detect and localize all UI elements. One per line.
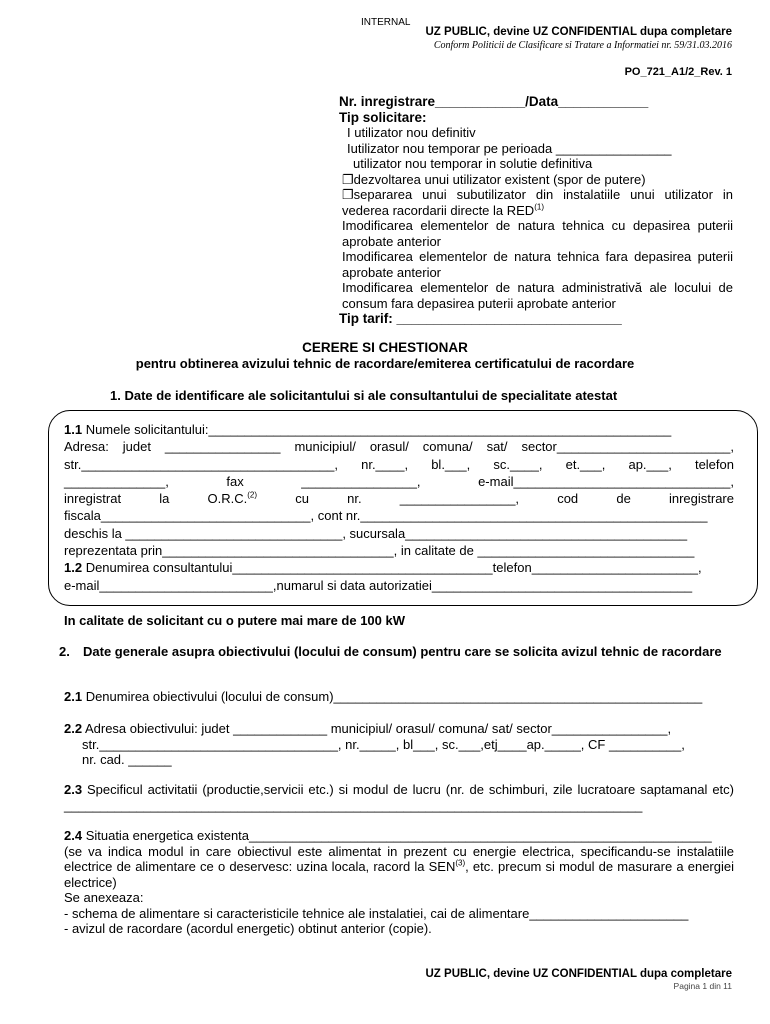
option-3[interactable]: utilizator nou temporar in solutie definitiva <box>353 156 593 171</box>
option-5[interactable]: ❐separarea unui subutilizator din instalatiile unui utilizator in vederea racordarii directe la RED$^{(1)}$ <box>342 187 733 218</box>
request-block <box>339 94 733 327</box>
consultant-field[interactable]: 1.2 Denumirea consultantului____________________________________telefon_______________________, <box>64 560 702 576</box>
option-mark[interactable]: ❐ <box>342 187 354 202</box>
document-code: PO_721_A1/2_Rev. 1 <box>624 66 732 78</box>
representative-field[interactable]: reprezentata prin________________________________, in calitate de ______________________________ <box>64 543 695 559</box>
option-mark[interactable]: ❐ <box>342 171 354 187</box>
option-2[interactable]: Iutilizator nou temporar pe perioada ________________ <box>347 140 672 156</box>
option-mark[interactable]: I <box>342 280 346 295</box>
option-mark[interactable]: I <box>347 125 351 140</box>
objective-address-field[interactable]: 2.2 Adresa obiectivului: judet _____________ municipiul/ orasul/ comuna/ sat/ sector________________, str._________________________________, nr._____, bl___, sc.___,etj____ap._____, CF __________, nr. cad. ______ <box>64 721 685 767</box>
option-mark[interactable]: I <box>342 218 346 233</box>
fax-email-field[interactable]: ______________, fax ________________, e-mail______________________________, <box>64 473 734 489</box>
registration-line[interactable]: Nr. inregistrare____________/Data____________ <box>339 94 649 109</box>
policy-reference: Conform Politicii de Clasificare si Tratare a Informatiei nr. 59/31.03.2016 <box>433 40 732 51</box>
energy-situation-field[interactable]: 2.4 Situatia energetica existenta________________________________________________________________ (se va indica modul in care obiectivul este alimentat in prezent cu energie electrica, specificandu-se instalatiile electrice de alimentare ce o deservesc: uzina locala, racord la SEN$^{(3)}$, etc. precum si modul de masurare a energiei electrice) Se anexeaza: - schema de alimentare si caracteristicile tehnice ale instalatiei, cai de alimentare______________________ - avizul de racordare (acordul energetic) obtinut anterior (copie). <box>64 828 734 936</box>
form-title: CERERE SI CHESTIONAR <box>302 340 468 355</box>
consultant-email-field[interactable]: e-mail________________________,numarul si data autorizatiei____________________________________ <box>64 577 693 593</box>
applicant-fields <box>64 421 734 594</box>
orc-field[interactable]: inregistrat la O.R.C.$^{(2)}$ cu nr. ________________, cod de inregistrare <box>64 490 734 507</box>
internal-label: INTERNAL <box>361 17 411 28</box>
page-number: Pagina 1 din 11 <box>673 981 732 991</box>
option-4[interactable]: ❐dezvoltarea unui utilizator existent (spor de putere) <box>342 171 646 187</box>
option-8[interactable]: Imodificarea elementelor de natura administrativă ale locului de consum fara depasirea puterii aprobate anterior <box>342 280 733 311</box>
fiscal-field[interactable]: fiscala_____________________________, cont nr.________________________________________________ <box>64 508 708 524</box>
address-field[interactable]: Adresa: judet ________________ municipiul/ orasul/ comuna/ sat/ sector________________________, <box>64 439 734 455</box>
applicant-capacity-note: In calitate de solicitant cu o putere mai mare de 100 kW <box>64 613 406 628</box>
request-type-label: Tip solicitare: <box>339 109 427 125</box>
option-mark[interactable]: I <box>347 140 351 156</box>
section-1-heading: 1. Date de identificare ale solicitantului si ale consultantului de specialitate atestat <box>110 388 618 403</box>
applicant-name-field[interactable]: 1.1 Numele solicitantului:________________________________________________________________ <box>64 422 672 437</box>
option-1[interactable]: I utilizator nou definitiv <box>347 125 476 140</box>
activity-field[interactable]: 2.3 Specificul activitatii (productie,servicii etc.) si modul de lucru (nr. de schimburi, zile lucratoare saptamanal etc) ________________________________________________________________________________ <box>64 782 734 813</box>
option-6[interactable]: Imodificarea elementelor de natura tehnica cu depasirea puterii aprobate anterior <box>342 218 733 249</box>
bank-field[interactable]: deschis la ______________________________, sucursala_______________________________________ <box>64 525 688 541</box>
classification-header: UZ PUBLIC, devine UZ CONFIDENTIAL dupa completare <box>425 26 732 38</box>
street-field[interactable]: str.___________________________________, nr.____, bl.___, sc.____, et.___, ap.___, telefon <box>64 456 734 472</box>
section-2-heading: 2. Date generale asupra obiectivului (locului de consum) pentru care se solicita avizul tehnic de racordare <box>59 644 722 659</box>
option-7[interactable]: Imodificarea elementelor de natura tehnica fara depasirea puterii aprobate anterior <box>342 249 733 280</box>
option-mark[interactable]: I <box>342 249 346 264</box>
classification-footer: UZ PUBLIC, devine UZ CONFIDENTIAL dupa completare <box>425 968 732 980</box>
objective-name-field[interactable]: 2.1 Denumirea obiectivului (locului de consum)___________________________________________________ <box>64 689 703 704</box>
tariff-line[interactable]: Tip tarif: ______________________________ <box>339 311 622 326</box>
form-subtitle: pentru obtinerea avizului tehnic de racordare/emiterea certificatului de racordare <box>135 356 635 371</box>
